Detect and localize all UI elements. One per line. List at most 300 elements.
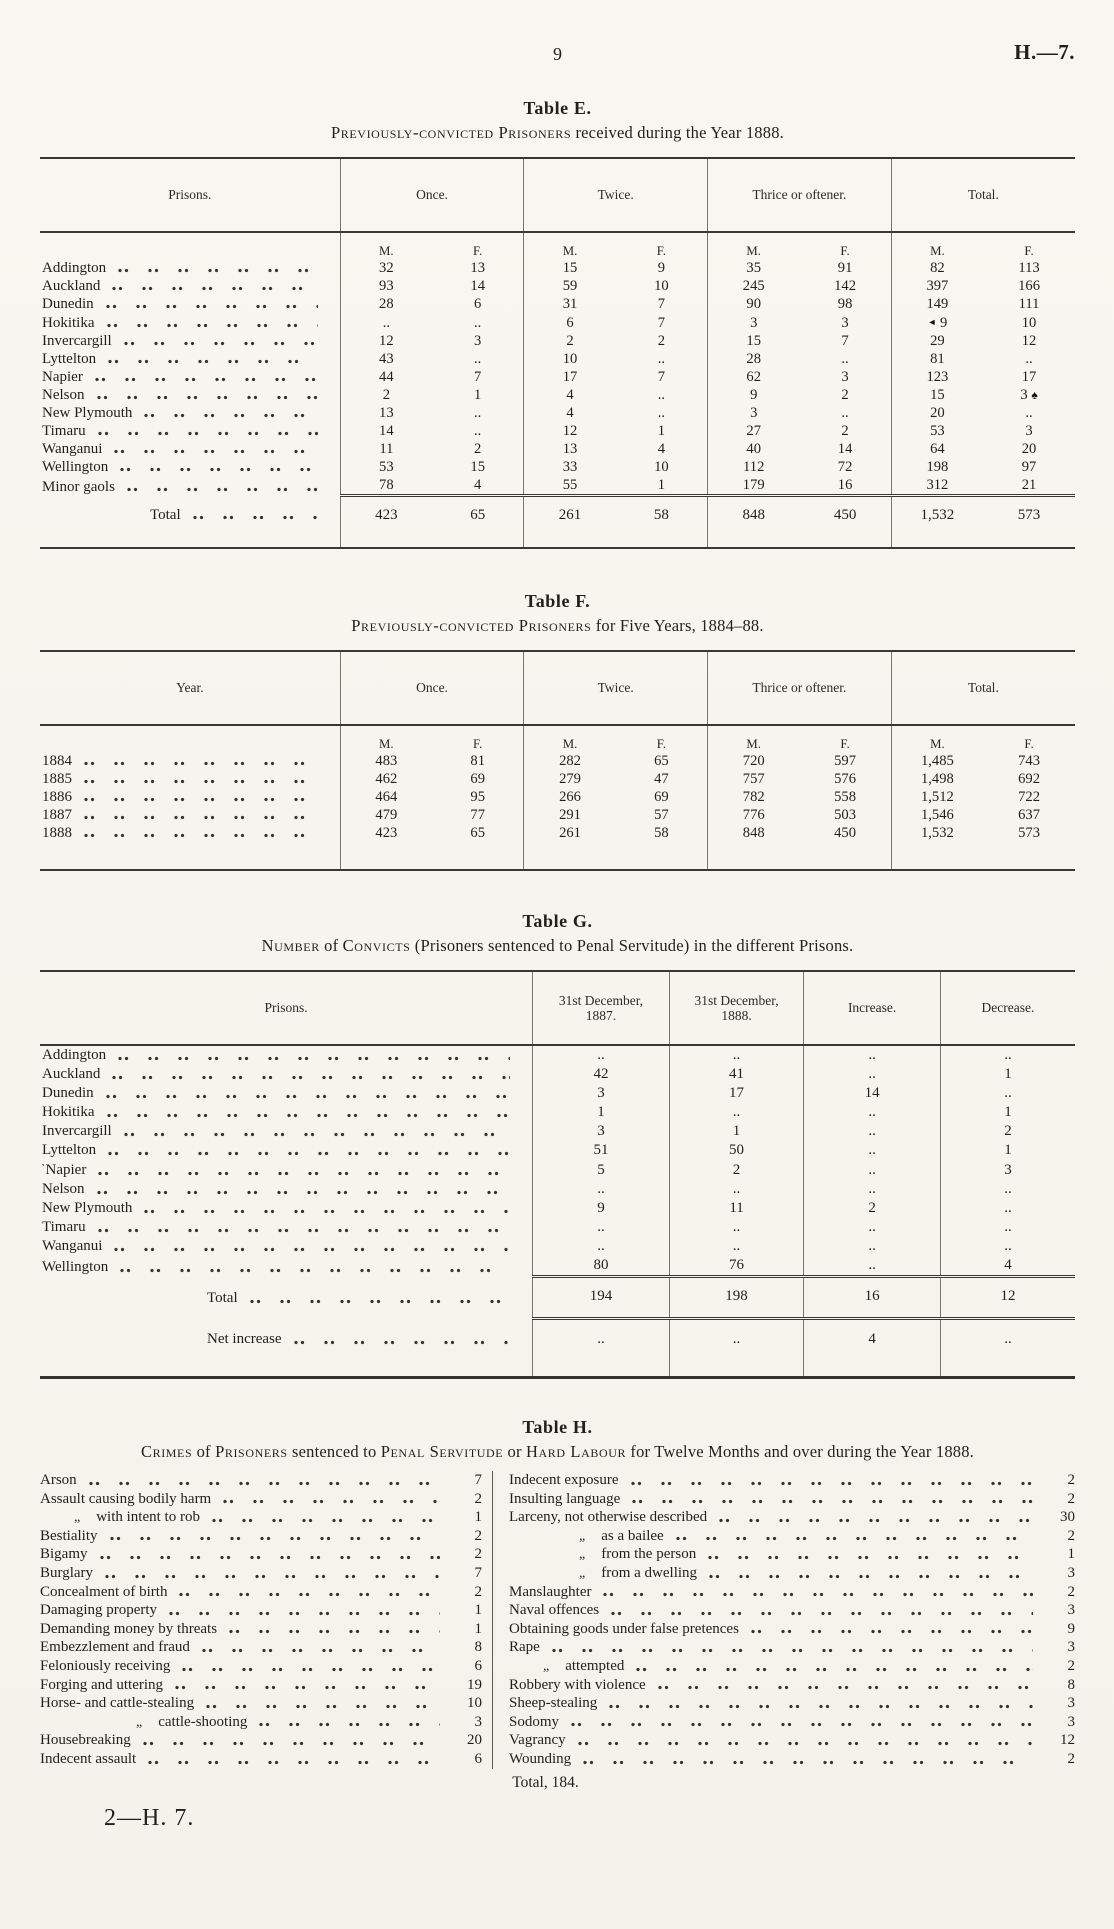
value-cell: 17 (1021, 369, 1037, 385)
table-row (40, 1103, 1075, 1122)
crime-value: 30 (1060, 1509, 1075, 1526)
total-value-cell: 573 (983, 496, 1075, 549)
value-cell: 483 (340, 752, 432, 770)
table-row (40, 259, 1075, 277)
value-cell: 1 (940, 1103, 1075, 1122)
row-label: Invercargill (42, 333, 112, 349)
value-cell: 95 (470, 789, 485, 805)
row-label-cell (40, 1180, 533, 1199)
leader-dots (603, 1592, 1033, 1597)
crime-row (509, 1545, 1075, 1564)
row-label-cell (40, 1122, 533, 1141)
table-f-header (40, 651, 1075, 725)
row-label-flex (42, 806, 338, 824)
crime-value: 2 (1067, 1657, 1075, 1674)
value-cell: 7 (657, 296, 666, 312)
crime-label: Vagrancy (509, 1732, 566, 1749)
value-cell: 32 (340, 259, 432, 277)
value-cell: 3 (841, 369, 849, 385)
value-cell: 573 (1018, 825, 1040, 841)
value-cell: 1 (940, 1065, 1075, 1084)
table-row (40, 332, 1075, 350)
value-cell: 1,546 (891, 806, 983, 824)
table-row (40, 1237, 1075, 1256)
total-label: Total (150, 507, 181, 523)
leader-dots (583, 1760, 1033, 1765)
value-cell: 13 (340, 404, 432, 422)
value-cell: 245 (708, 277, 800, 295)
footer-value-cell: .. (940, 1319, 1075, 1378)
subtitle-segment: Penal Servitude (380, 1442, 504, 1461)
leader-dots (106, 304, 318, 309)
value-cell: 57 (654, 807, 669, 823)
row-label: Wanganui (42, 1238, 103, 1254)
footer-label: Total (207, 1289, 238, 1306)
value-cell: 450 (834, 825, 856, 841)
total-value-cell: 848 (708, 496, 800, 549)
footer-value-cell: .. (533, 1319, 670, 1378)
row-label-flex (42, 1103, 530, 1122)
col-header-prisons: Prisons. (40, 971, 533, 1045)
leader-dots (84, 815, 318, 820)
table-row (40, 788, 1075, 806)
row-label: Invercargill (42, 1123, 112, 1139)
row-label-flex (42, 770, 338, 788)
value-cell: 15 (708, 332, 800, 350)
value-cell: 58 (654, 825, 669, 841)
leader-dots (609, 1704, 1033, 1709)
leader-dots (148, 1760, 440, 1765)
total-label-cell (40, 496, 340, 549)
table-h-right-column (492, 1471, 1075, 1769)
value-cell: 9 (708, 386, 800, 404)
empty-cell (40, 725, 340, 752)
value-cell: 65 (654, 753, 669, 769)
leader-dots (636, 1667, 1033, 1672)
value-cell: 3 (940, 1160, 1075, 1180)
value-cell: 97 (1021, 459, 1037, 475)
value-cell: 80 (533, 1256, 670, 1277)
table-g-subtitle (40, 936, 1075, 956)
value-cell: 1,532 (891, 824, 983, 870)
total-label-flex (150, 506, 338, 524)
row-label: ‵Napier (42, 1162, 87, 1178)
table-row (40, 440, 1075, 458)
leader-dots (175, 1685, 440, 1690)
table-e-title: Table E. (523, 98, 592, 118)
table-f-subtitle (40, 616, 1075, 636)
value-cell: 1,485 (891, 752, 983, 770)
leader-dots (578, 1741, 1033, 1746)
crime-label: Demanding money by threats (40, 1620, 218, 1637)
crime-label: Burglary (40, 1564, 94, 1581)
mf-label-m: M. (340, 725, 432, 752)
crime-label: attempted (565, 1657, 625, 1674)
row-label-cell (40, 1065, 533, 1084)
table-net-increase-row (40, 1319, 1075, 1378)
leader-dots (676, 1536, 1033, 1541)
crime-row (40, 1620, 482, 1639)
leader-dots (124, 341, 318, 346)
table-f-header-row (40, 651, 1075, 725)
subtitle-segment: Crimes (140, 1442, 193, 1461)
row-label-cell (40, 1084, 533, 1103)
value-cell: 20 (1021, 441, 1037, 457)
value-cell: 82 (891, 259, 983, 277)
crime-label: Larceny, not otherwise described (509, 1509, 708, 1526)
row-label: 1887 (42, 807, 72, 823)
table-row (40, 1065, 1075, 1084)
row-label-cell (40, 313, 340, 332)
col-header-once: Once. (340, 651, 524, 725)
leader-dots (108, 1151, 510, 1156)
table-row (40, 386, 1075, 404)
value-cell: .. (669, 1180, 804, 1199)
total-value-cell: 58 (616, 496, 708, 549)
crime-label: as a bailee (601, 1527, 664, 1544)
row-label-cell (40, 806, 340, 824)
value-cell: 112 (708, 458, 800, 476)
value-cell: .. (474, 405, 482, 421)
row-label-flex (42, 295, 338, 313)
value-cell: 33 (524, 458, 616, 476)
value-cell: 2 (657, 333, 666, 349)
row-label-cell (40, 1045, 533, 1065)
row-label: 1885 (42, 771, 72, 787)
row-label: Lyttelton (42, 1142, 97, 1158)
crime-value: 19 (467, 1676, 482, 1693)
ink-mark: ◄ (927, 317, 937, 327)
row-label: 1884 (42, 753, 72, 769)
value-cell: 29 (891, 332, 983, 350)
mf-label-m: M. (524, 725, 616, 752)
value-cell: 64 (891, 440, 983, 458)
value-cell: 166 (1018, 278, 1040, 294)
ditto-mark: „ (136, 1714, 143, 1730)
crime-row (40, 1601, 482, 1620)
value-cell: 35 (708, 259, 800, 277)
crime-value: 2 (1067, 1490, 1075, 1507)
row-label-flex (42, 422, 338, 440)
ditto-mark: „ (579, 1547, 586, 1563)
table-row (40, 1160, 1075, 1180)
value-cell: .. (841, 351, 849, 367)
leader-dots (169, 1611, 440, 1616)
value-cell: 179 (708, 476, 800, 496)
table-e-body (40, 232, 1075, 548)
mf-label-m: M. (708, 232, 800, 259)
leader-dots (100, 1555, 441, 1560)
value-cell: 1 (474, 387, 482, 403)
leader-dots (202, 1648, 440, 1653)
value-cell: 7 (474, 369, 482, 385)
value-cell: 692 (1018, 771, 1040, 787)
value-cell: 312 (891, 476, 983, 496)
crime-row (40, 1750, 482, 1769)
row-label-flex (42, 440, 338, 458)
leader-dots (106, 1094, 510, 1099)
row-label-flex (42, 478, 338, 496)
value-cell: 59 (524, 277, 616, 295)
subtitle-segment: Hard Labour (526, 1442, 627, 1461)
value-cell: 261 (524, 824, 616, 870)
table-row (40, 1122, 1075, 1141)
row-label: New Plymouth (42, 405, 133, 421)
value-cell: .. (669, 1218, 804, 1237)
crime-value: 8 (474, 1639, 482, 1656)
row-label-cell (40, 1103, 533, 1122)
subtitle-segment: Previously-convicted Prisoners (351, 616, 592, 635)
leader-dots (114, 1247, 510, 1252)
col-header-line: 31st December, (694, 993, 779, 1008)
row-label: Hokitika (42, 315, 95, 331)
row-label-flex (42, 458, 338, 476)
crime-label: Concealment of birth (40, 1583, 168, 1600)
row-label-flex (42, 350, 338, 368)
crime-label: Feloniously receiving (40, 1657, 171, 1674)
row-label-cell (40, 1160, 533, 1180)
leader-dots (179, 1592, 440, 1597)
table-e-subtitle (40, 123, 1075, 143)
value-cell: 3 (708, 404, 800, 422)
value-cell: 149 (891, 295, 983, 313)
value-cell: 848 (708, 824, 800, 870)
row-label-flex (42, 824, 338, 842)
value-cell: 1,512 (891, 788, 983, 806)
crime-label: Manslaughter (509, 1583, 592, 1600)
value-cell: 720 (708, 752, 800, 770)
row-label: New Plymouth (42, 1200, 133, 1216)
leader-dots (182, 1667, 440, 1672)
value-cell: 757 (708, 770, 800, 788)
leader-dots (97, 395, 318, 400)
leader-dots (98, 431, 318, 436)
crime-row (40, 1694, 482, 1713)
value-cell: 637 (1018, 807, 1040, 823)
col-header-31-dec-1887 (533, 971, 670, 1045)
value-cell: 16 (837, 477, 853, 493)
value-cell: ◄ 9 (891, 313, 983, 332)
value-cell: .. (657, 387, 666, 403)
ditto-mark: „ (579, 1565, 586, 1581)
value-cell: 12 (340, 332, 432, 350)
value-cell: 69 (654, 789, 669, 805)
crime-label: Naval offences (509, 1602, 600, 1619)
crime-label: Embezzlement and fraud (40, 1639, 190, 1656)
table-row (40, 1199, 1075, 1218)
value-cell: 7 (657, 315, 666, 331)
subtitle-segment: (Prisoners sentenced to Penal Servitude) in the different Prisons. (410, 936, 854, 955)
crime-row (40, 1657, 482, 1676)
row-label-flex (42, 1237, 530, 1256)
crime-row (509, 1638, 1075, 1657)
leader-dots (124, 1132, 510, 1137)
value-cell: 397 (891, 277, 983, 295)
footer-label-flex (207, 1289, 530, 1308)
row-label-flex (42, 368, 338, 386)
leader-dots (95, 377, 318, 382)
row-label-cell (40, 770, 340, 788)
value-cell: .. (940, 1218, 1075, 1237)
crime-label: Robbery with violence (509, 1676, 646, 1693)
col-header-line: 31st December, (558, 993, 644, 1008)
value-cell: 142 (834, 278, 856, 294)
value-cell: 113 (1018, 260, 1040, 276)
leader-dots (229, 1629, 440, 1634)
value-cell: 279 (524, 770, 616, 788)
value-cell: .. (940, 1045, 1075, 1065)
table-row (40, 824, 1075, 870)
col-header-line: 1887. (585, 1008, 617, 1023)
table-h-title: Table H. (522, 1417, 593, 1437)
value-cell: .. (669, 1103, 804, 1122)
value-cell: 2 (841, 387, 849, 403)
value-cell: 40 (708, 440, 800, 458)
value-cell: 558 (834, 789, 856, 805)
crime-label: with intent to rob (96, 1509, 200, 1526)
crime-value: 20 (467, 1732, 482, 1749)
value-cell: 15 (891, 386, 983, 404)
row-label-cell (40, 476, 340, 496)
total-value-cell: 423 (340, 496, 432, 549)
row-label: 1888 (42, 825, 72, 841)
mf-label-m: M. (524, 232, 616, 259)
leader-dots (719, 1518, 1033, 1523)
value-cell: .. (474, 351, 482, 367)
leader-dots (250, 1299, 511, 1304)
row-label-flex (42, 314, 338, 332)
value-cell: 10 (1021, 315, 1037, 331)
crime-row (509, 1564, 1075, 1583)
value-cell: .. (940, 1084, 1075, 1103)
value-cell: 41 (669, 1065, 804, 1084)
value-cell: 111 (1018, 296, 1040, 312)
crime-value: 1 (474, 1509, 482, 1526)
table-row (40, 458, 1075, 476)
crime-label: Housebreaking (40, 1732, 131, 1749)
crime-label: Forging and uttering (40, 1676, 164, 1693)
value-cell: .. (533, 1180, 670, 1199)
total-value-cell: 1,532 (891, 496, 983, 549)
leader-dots (658, 1685, 1033, 1690)
value-cell: 782 (708, 788, 800, 806)
crime-row (509, 1676, 1075, 1695)
row-label-flex (42, 1199, 530, 1218)
footer-value-cell: 198 (669, 1277, 804, 1319)
row-label-flex (42, 1180, 530, 1199)
value-cell: 1 (657, 477, 666, 493)
table-h-section (40, 1417, 1075, 1792)
row-label-flex (42, 1218, 530, 1237)
subtitle-segment: Prisoners (215, 1442, 288, 1461)
value-cell: .. (657, 351, 666, 367)
value-cell: 462 (340, 770, 432, 788)
row-label: Hokitika (42, 1104, 95, 1120)
value-cell: .. (804, 1237, 941, 1256)
crime-value: 9 (1067, 1620, 1075, 1637)
value-cell: 17 (669, 1084, 804, 1103)
value-cell: .. (669, 1045, 804, 1065)
value-cell: 479 (340, 806, 432, 824)
crime-label: Sodomy (509, 1713, 560, 1730)
row-label: Wellington (42, 1258, 109, 1275)
table-row (40, 404, 1075, 422)
footer-label-flex (207, 1330, 530, 1349)
crime-label: Rape (509, 1639, 540, 1656)
leader-dots (84, 797, 318, 802)
leader-dots (84, 761, 318, 766)
value-cell: .. (804, 1103, 941, 1122)
leader-dots (107, 1113, 511, 1118)
footer-value-cell: 194 (533, 1277, 670, 1319)
leader-dots (223, 1499, 440, 1504)
leader-dots (751, 1629, 1033, 1634)
col-header-line: 1888. (721, 1008, 752, 1023)
table-row (40, 806, 1075, 824)
footer-value-cell: 4 (804, 1319, 941, 1378)
crime-row (509, 1750, 1075, 1769)
crime-label: Indecent exposure (509, 1472, 619, 1488)
leader-dots (114, 449, 317, 454)
row-label-cell (40, 824, 340, 870)
leader-dots (632, 1499, 1033, 1504)
row-label-flex (42, 752, 338, 770)
value-cell: 13 (470, 260, 485, 276)
leader-dots (97, 1190, 511, 1195)
value-cell: 3 (533, 1122, 670, 1141)
value-cell: 55 (524, 476, 616, 496)
row-label-flex (42, 277, 338, 295)
crime-row (509, 1527, 1075, 1546)
ink-mark: ‵ (42, 1163, 45, 1175)
subtitle-segment: Number (261, 936, 320, 955)
value-cell: 2 (804, 1199, 941, 1218)
value-cell: 90 (708, 295, 800, 313)
crime-value: 6 (474, 1750, 482, 1767)
leader-dots (108, 359, 318, 364)
row-label-cell (40, 386, 340, 404)
row-label-flex (42, 332, 338, 350)
crime-value: 2 (1067, 1583, 1075, 1600)
crime-label: Horse- and cattle-stealing (40, 1695, 195, 1712)
value-cell: 42 (533, 1065, 670, 1084)
value-cell: .. (804, 1180, 941, 1199)
table-f-section (40, 591, 1075, 871)
mf-label-f: F. (656, 244, 667, 258)
value-cell: .. (940, 1237, 1075, 1256)
crime-value: 2 (474, 1583, 482, 1600)
row-label-flex (42, 1141, 530, 1160)
value-cell: 2 (474, 441, 482, 457)
crime-value: 2 (1067, 1472, 1075, 1488)
crime-value: 1 (1067, 1546, 1075, 1563)
value-cell: 6 (474, 296, 482, 312)
value-cell: 15 (470, 459, 485, 475)
leader-dots (118, 1056, 510, 1061)
crime-value: 2 (1067, 1527, 1075, 1544)
leader-dots (571, 1722, 1033, 1727)
crime-row (509, 1601, 1075, 1620)
value-cell: 7 (657, 369, 666, 385)
row-label: Auckland (42, 278, 101, 294)
value-cell: 20 (891, 404, 983, 422)
value-cell: 10 (524, 350, 616, 368)
table-g-section (40, 911, 1075, 1379)
document-reference: H.—7. (1014, 40, 1075, 64)
value-cell: .. (940, 1180, 1075, 1199)
crime-label: Wounding (509, 1750, 572, 1767)
value-cell: 14 (470, 278, 485, 294)
